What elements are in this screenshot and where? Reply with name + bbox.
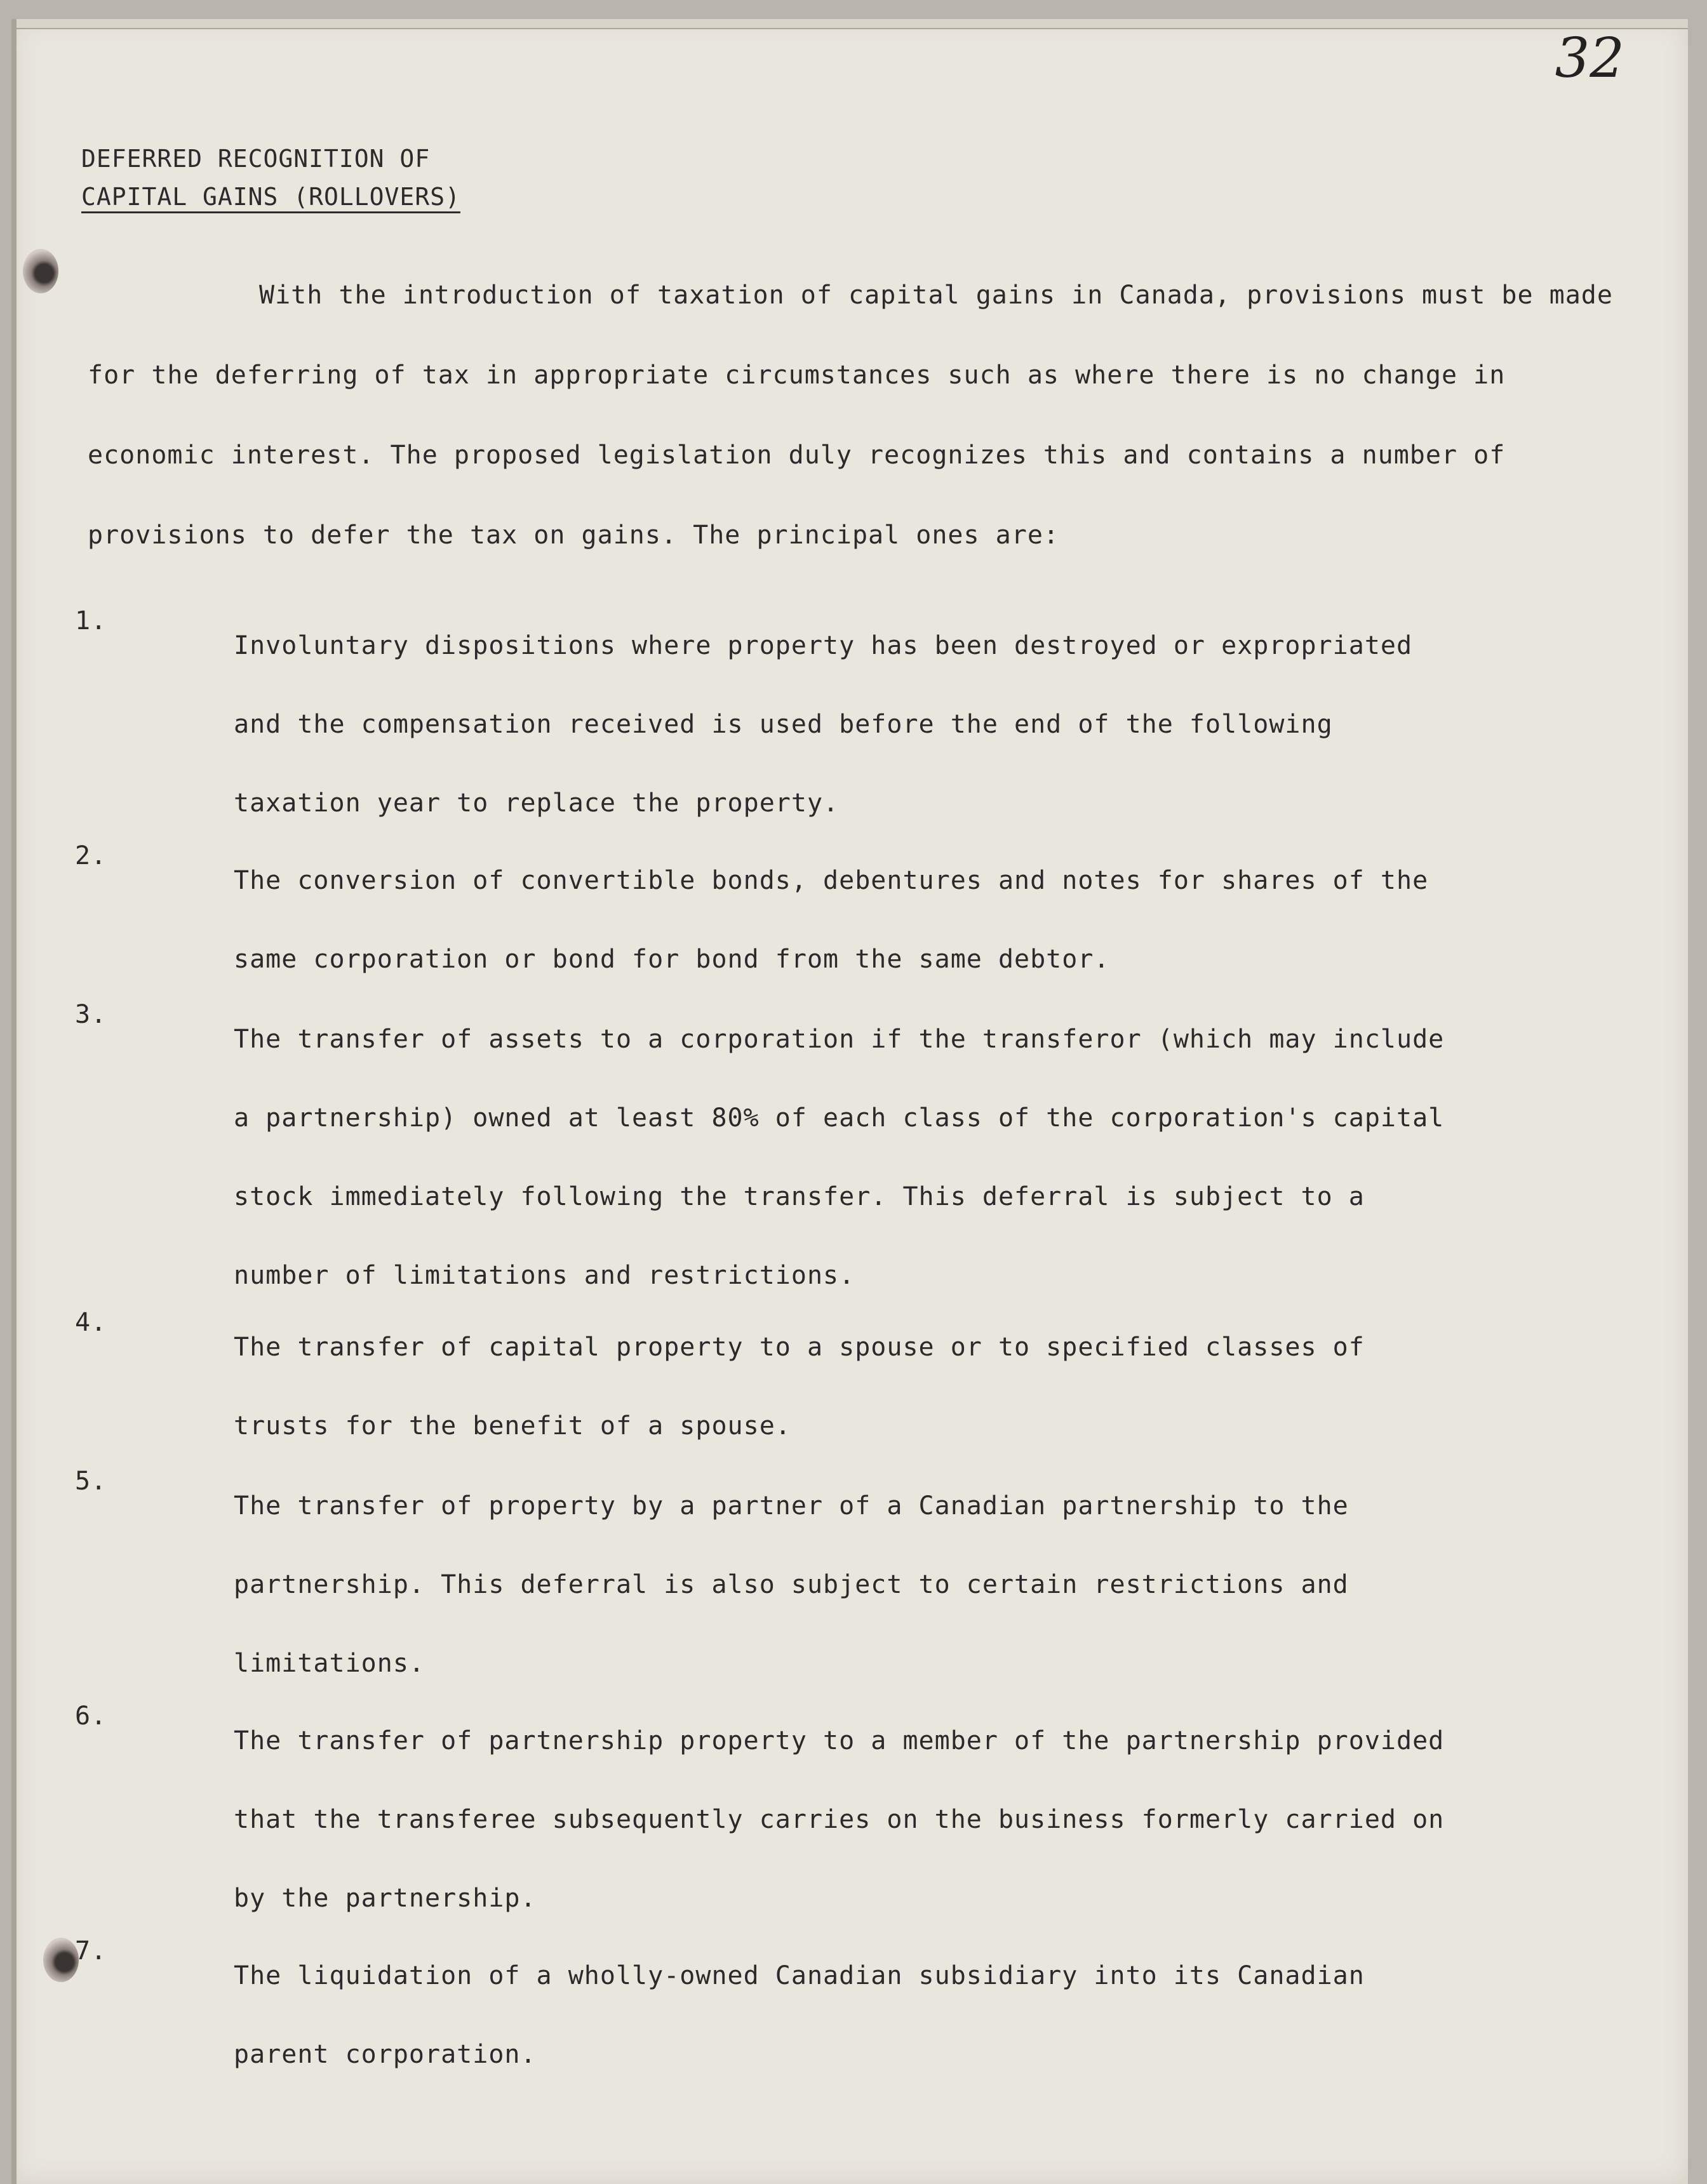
heading-line-2: CAPITAL GAINS (ROLLOVERS) [81,183,460,211]
list-item-number: 6. [75,1701,107,1731]
list-item-number: 4. [75,1308,107,1337]
list-item-number: 2. [75,841,107,870]
list-item-number: 1. [75,606,107,636]
list-item-text: The transfer of property by a partner of a Canadian partnership to the partnership. This deferral is also subject to certain restrictions and limitations. [234,1491,1349,1678]
document-page [11,19,1688,2184]
list-item-text: The transfer of assets to a corporation if the transferor (which may include a partnership) owned at least 80% of each class of the corporation's capital stock immediately following the transfer. This deferral is subject to a number of limitations and restrictions. [234,1025,1445,1290]
list-item-text: The transfer of capital property to a spouse or to specified classes of trusts for the benefit of a spouse. [234,1333,1365,1441]
list-item-text: The conversion of convertible bonds, debentures and notes for shares of the same corporation or bond for bond from the same debtor. [234,866,1429,974]
page-top-edge [11,19,1688,29]
list-item-number: 5. [75,1467,107,1496]
punch-hole-bottom [43,1938,79,1982]
page-number: 32 [1555,27,1624,90]
list-item-text: The transfer of partnership property to a member of the partnership provided that the transferee subsequently carries on the business formerly carried on by the partnership. [234,1726,1445,1913]
list-item-number: 3. [75,1000,107,1029]
punch-hole-top [23,249,58,293]
page-left-edge [11,19,17,2184]
section-heading [81,140,460,216]
list-item-text: Involuntary dispositions where property has been destroyed or expropriated and the compensation received is used before the end of the following taxation year to replace the property. [234,631,1413,818]
heading-line-1: DEFERRED RECOGNITION OF [81,145,431,173]
intro-paragraph: With the introduction of taxation of capital gains in Canada, provisions must be made for the deferring of tax in appropriate circumstances such as where there is no change in economic interest. The proposed legislation duly recognizes this and contains a number of provisions to defer the tax on gains. The principal ones are: [88,281,1613,550]
list-item-number: 7. [75,1936,107,1966]
list-item-text: The liquidation of a wholly-owned Canadian subsidiary into its Canadian parent corporation. [234,1961,1365,2069]
